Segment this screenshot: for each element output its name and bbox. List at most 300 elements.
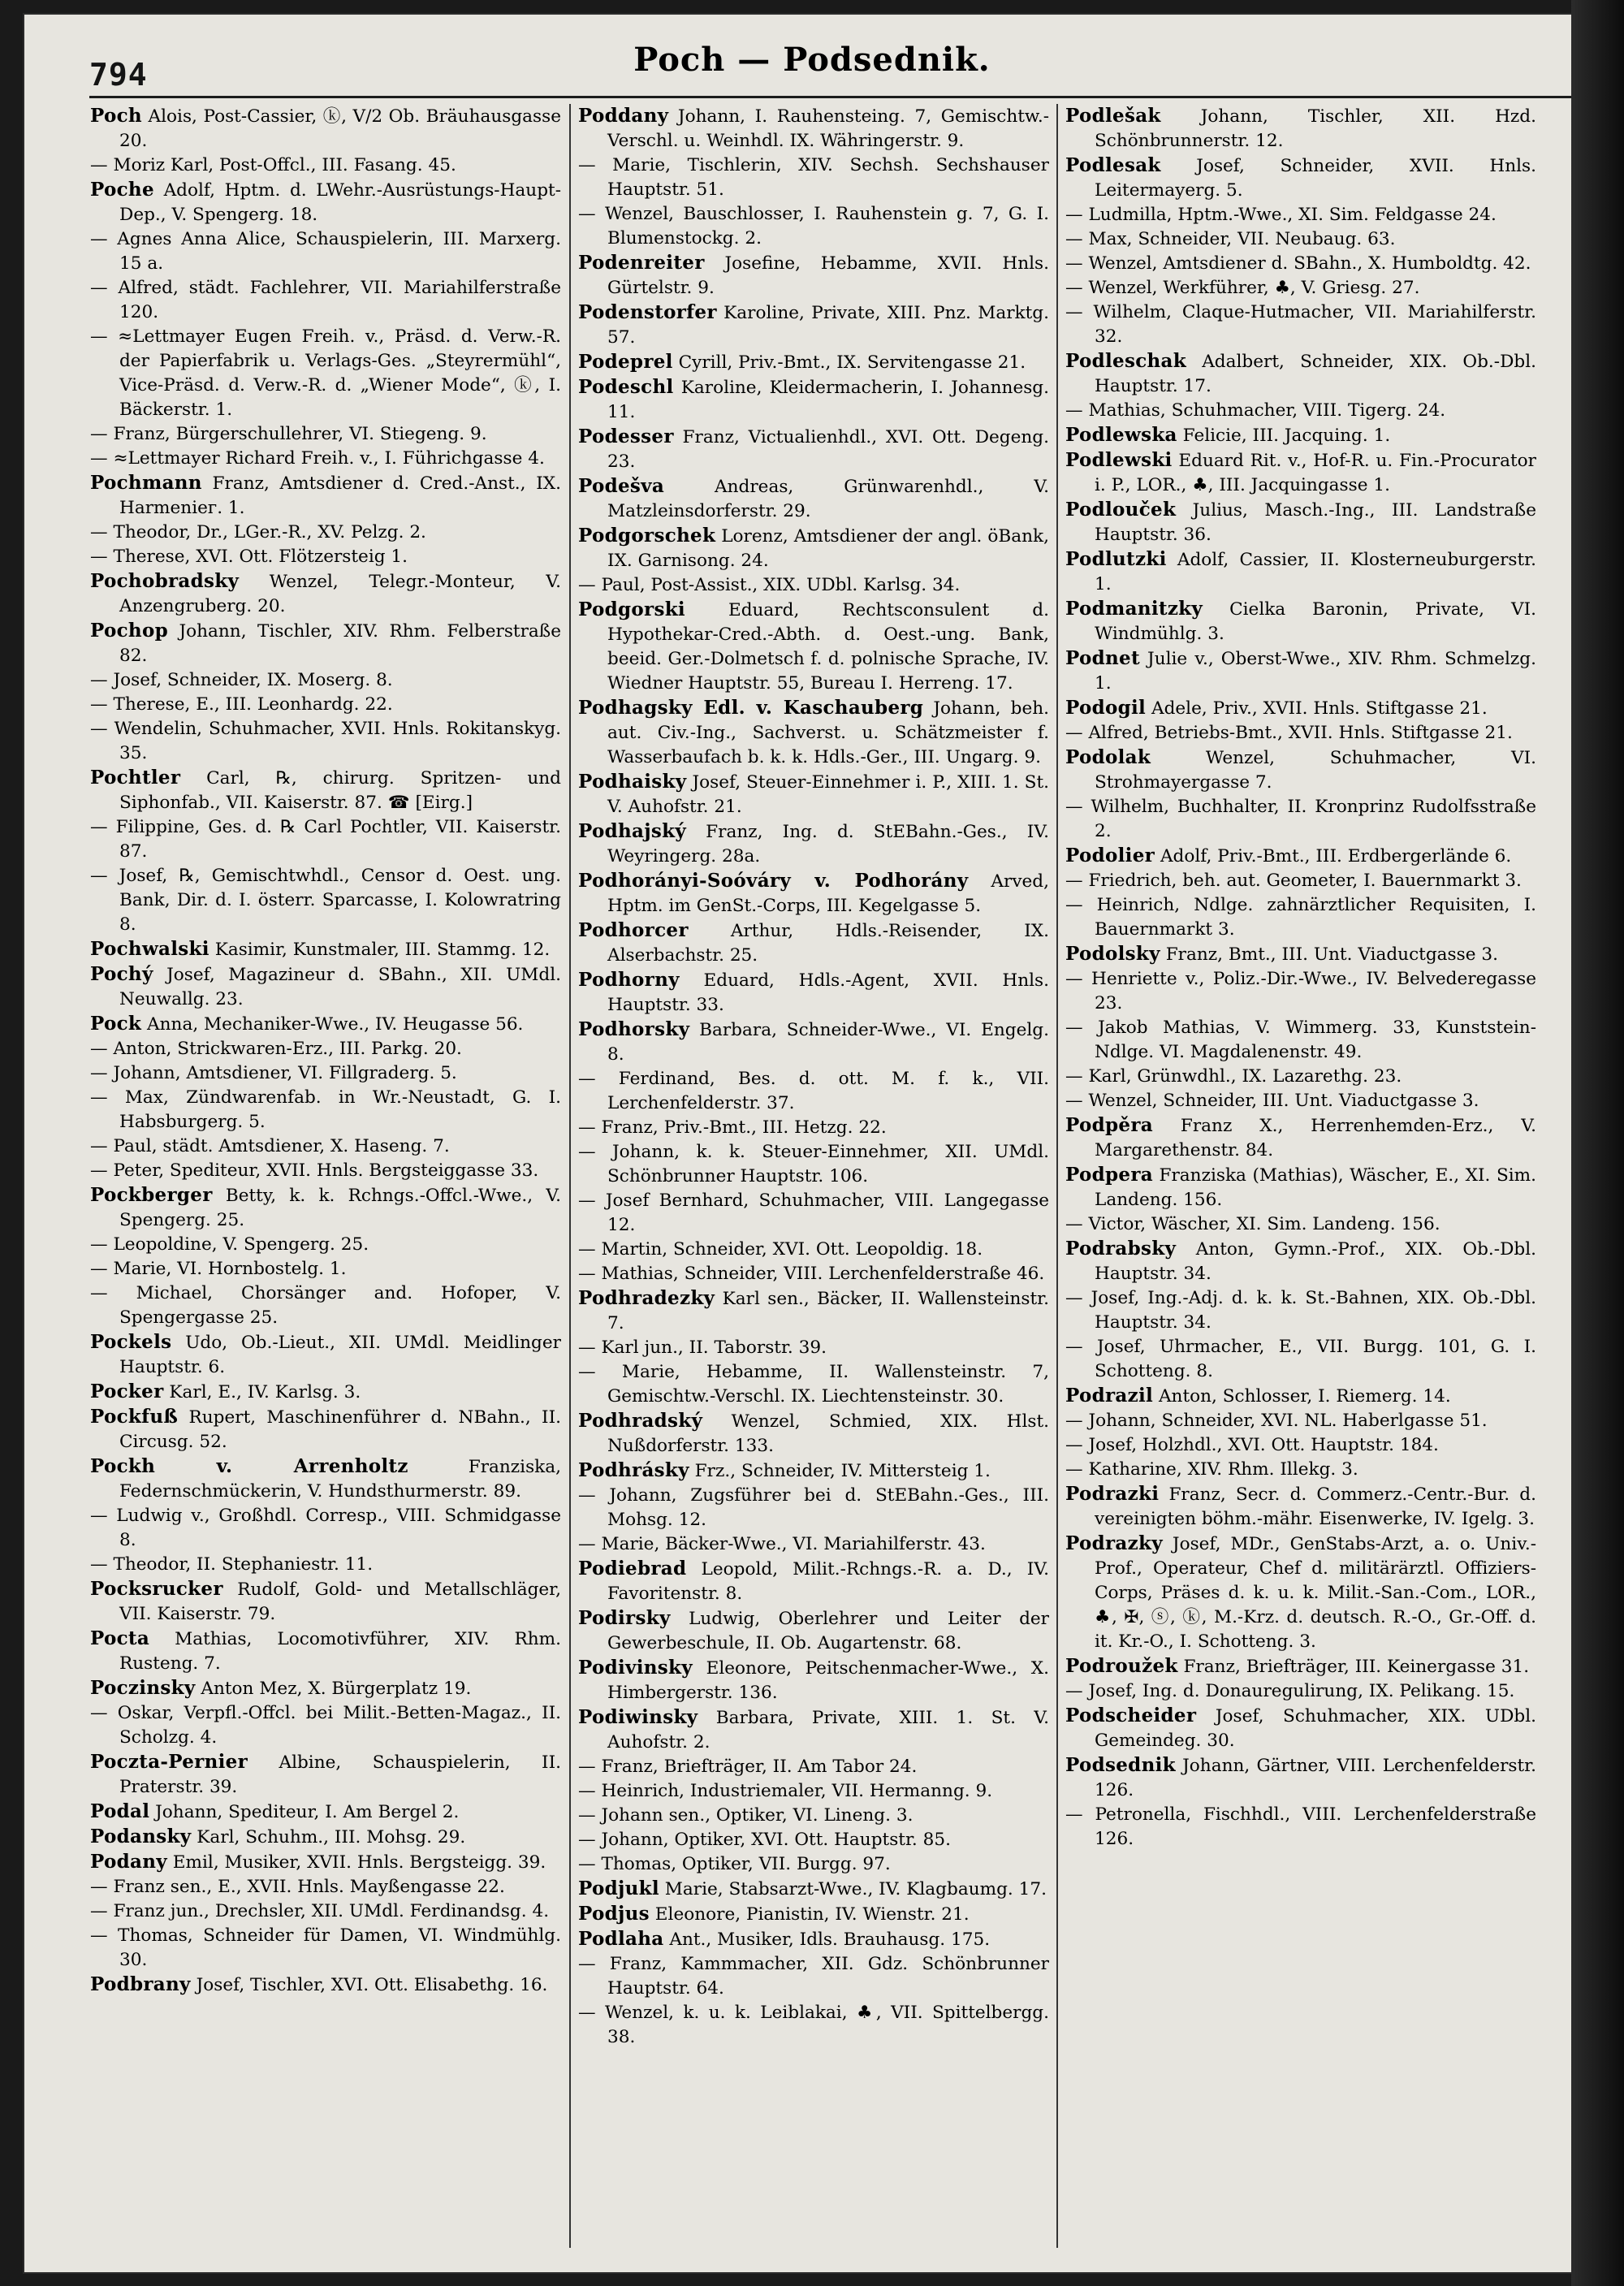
entry-surname: Pocker: [90, 1381, 164, 1402]
directory-entry: [90, 1504, 561, 1553]
entry-details: Josef, Tischler, XVI. Ott. Elisabethg. 16.: [196, 1975, 548, 1995]
directory-entry: [90, 1405, 561, 1454]
directory-entry: [90, 521, 561, 545]
entry-details: Anna, Mechaniker-Wwe., IV. Heugasse 56.: [147, 1014, 524, 1035]
page-edge-shadow: [1571, 0, 1624, 2286]
entry-details: Leopold, Milit.-Rchngs.-R. a. D., IV. Favoritenstr. 8.: [607, 1559, 1049, 1604]
entry-details: — Ferdinand, Bes. d. ott. M. f. k., VII. Lerchenfelderstr. 37.: [578, 1069, 1049, 1113]
entry-details: Adele, Priv., XVII. Hnls. Stiftgasse 21.: [1151, 698, 1488, 719]
entry-details: — Marie, Bäcker-Wwe., VI. Mariahilferstr. 43.: [578, 1534, 986, 1554]
entry-surname: Podlutzki: [1065, 548, 1167, 570]
entry-surname: Podrazki: [1065, 1483, 1160, 1505]
directory-entry: [1065, 1482, 1536, 1532]
entry-details: Franziska (Mathias), Wäscher, E., XI. Sim. Landeng. 156.: [1095, 1165, 1536, 1210]
entry-details: — Heinrich, Industriemaler, VII. Hermanng. 9.: [578, 1781, 993, 1801]
entry-details: Adolf, Hptm. d. LWehr.-Ausrüstungs-Haupt-Dep., V. Spengerg. 18.: [119, 180, 561, 225]
directory-entry: [578, 819, 1049, 869]
directory-entry: [90, 766, 561, 815]
entry-details: — Theodor, Dr., LGer.-R., XV. Pelzg. 2.: [90, 522, 426, 542]
entry-details: Wenzel, Telegr.-Monteur, V. Anzengruberg. 20.: [119, 572, 561, 616]
column-1: [90, 104, 561, 2248]
entry-surname: Poczta-Pernier: [90, 1751, 248, 1773]
entry-surname: Pockberger: [90, 1184, 213, 1206]
directory-entry: [578, 104, 1049, 153]
entry-surname: Poczinsky: [90, 1677, 196, 1699]
entry-surname: Pocksrucker: [90, 1578, 223, 1600]
directory-entry: [578, 425, 1049, 474]
entry-details: Anton Mez, X. Bürgerplatz 19.: [201, 1679, 472, 1699]
entry-surname: Podiebrad: [578, 1558, 687, 1579]
directory-entry: [90, 864, 561, 937]
directory-entry: [578, 1018, 1049, 1067]
entry-surname: Podlesak: [1065, 154, 1161, 176]
directory-entry: [90, 962, 561, 1012]
entry-surname: Podnet: [1065, 647, 1140, 669]
entry-surname: Podhajský: [578, 820, 686, 842]
entry-details: — Josef, Holzhdl., XVI. Ott. Hauptstr. 184.: [1065, 1435, 1439, 1455]
directory-entry: [90, 1850, 561, 1875]
entry-details: Kasimir, Kunstmaler, III. Stammg. 12.: [214, 940, 551, 960]
entry-details: — Heinrich, Ndlge. zahnärztlicher Requisiten, I. Bauernmarkt 3.: [1065, 895, 1536, 940]
entry-details: Emil, Musiker, XVII. Hnls. Bergsteigg. 39.: [172, 1852, 546, 1873]
entry-details: — Johann, Optiker, XVI. Ott. Hauptstr. 85.: [578, 1830, 951, 1850]
directory-entry: [90, 545, 561, 569]
directory-entry: [90, 1257, 561, 1281]
directory-entry: [90, 1183, 561, 1233]
entry-surname: Pochwalski: [90, 938, 209, 960]
entry-surname: Podlaha: [578, 1928, 664, 1950]
directory-entry: [1065, 1286, 1536, 1335]
entry-details: Franz, Amtsdiener d. Cred.-Anst., IX. Harmeniег. 1.: [119, 473, 561, 518]
entry-surname: Pockels: [90, 1331, 172, 1353]
directory-entry: [578, 474, 1049, 524]
entry-details: Karoline, Kleidermacherin, I. Johannesg. 11.: [607, 378, 1049, 422]
directory-entry: [1065, 153, 1536, 203]
entry-surname: Podenreiter: [578, 252, 705, 274]
entry-details: Adalbert, Schneider, XIX. Ob.-Dbl. Hauptstr. 17.: [1095, 352, 1536, 396]
directory-entry: [90, 1676, 561, 1701]
entry-details: — Wenzel, Bauschlosser, I. Rauhenstein g. 7, G. I. Blumenstockg. 2.: [578, 204, 1049, 248]
entry-details: Karl sen., Bäcker, II. Wallensteinstr. 7.: [607, 1289, 1049, 1333]
entry-details: — Marie, Hebamme, II. Wallensteinstr. 7, Gemischtw.-Verschl. IX. Liechtensteinstr. 30.: [578, 1362, 1049, 1407]
entry-details: Frz., Schneider, IV. Mittersteig 1.: [694, 1461, 991, 1481]
directory-entry: [578, 1705, 1049, 1755]
directory-entry: [578, 375, 1049, 425]
entry-details: — Peter, Spediteur, XVII. Hnls. Bergsteiggasse 33.: [90, 1160, 539, 1181]
directory-entry: [1065, 1016, 1536, 1065]
entry-details: — Mathias, Schuhmacher, VIII. Tigerg. 24.: [1065, 400, 1446, 421]
directory-entry: [90, 1973, 561, 1998]
entry-details: Franz, Victualienhdl., XVI. Ott. Degeng. 23.: [607, 427, 1049, 472]
directory-entry: [578, 1409, 1049, 1458]
entry-surname: Podgorschek: [578, 525, 716, 547]
directory-entry: [1065, 227, 1536, 252]
directory-entry: [90, 569, 561, 619]
directory-entry: [1065, 423, 1536, 448]
directory-entry: [1065, 547, 1536, 597]
entry-details: Wenzel, Schuhmacher, VI. Strohmayergasse 7.: [1095, 748, 1536, 793]
directory-entry: [578, 1755, 1049, 1779]
entry-details: Eduard Rit. v., Hof-R. u. Fin.-Procurator i. P., LOR., ♣, III. Jacquingasse 1.: [1095, 451, 1536, 495]
entry-details: — Franz sen., E., XVII. Hnls. Mayßengasse 22.: [90, 1877, 505, 1897]
entry-details: — Max, Zündwarenfab. in Wr.-Neustadt, G. I. Habsburgerg. 5.: [90, 1087, 561, 1132]
entry-surname: Podhradezky: [578, 1287, 715, 1309]
entry-details: Johann, I. Rauhensteing. 7, Gemischtw.-Verschl. u. Weinhdl. IX. Währingerstr. 9.: [607, 106, 1049, 151]
directory-entry: [578, 1286, 1049, 1336]
entry-details: — Friedrich, beh. aut. Geometer, I. Bauernmarkt 3.: [1065, 871, 1522, 891]
directory-entry: [1065, 1532, 1536, 1654]
directory-entry: [578, 1902, 1049, 1927]
entry-details: — Wenzel, Amtsdiener d. SBahn., X. Humboldtg. 42.: [1065, 253, 1531, 274]
entry-surname: Podlešak: [1065, 105, 1161, 127]
directory-entry: [90, 1012, 561, 1037]
directory-entry: [90, 1159, 561, 1183]
entry-details: Franz X., Herrenhemden-Erz., V. Margarethenstr. 84.: [1095, 1116, 1536, 1160]
entry-details: Arved, Hptm. im GenSt.-Corps, III. Kegelgasse 5.: [607, 871, 1049, 916]
entry-details: — Wilhelm, Claque-Hutmacher, VII. Mariahilferstr. 32.: [1065, 302, 1536, 347]
column-divider: [1056, 104, 1058, 2248]
entry-details: — Thomas, Schneider für Damen, VI. Windmühlg. 30.: [90, 1925, 561, 1970]
directory-entry: [1065, 1433, 1536, 1458]
entry-details: Eduard, Hdls.-Agent, XVII. Hnls. Hauptstr. 33.: [607, 970, 1049, 1015]
entry-details: — Henriette v., Poliz.-Dir.-Wwe., IV. Belvederegasse 23.: [1065, 969, 1536, 1013]
entry-details: Franz, Bmt., III. Unt. Viaductgasse 3.: [1165, 944, 1498, 965]
entry-details: — Franz jun., Drechsler, XII. UMdl. Ferdinandsg. 4.: [90, 1901, 550, 1921]
entry-details: — Agnes Anna Alice, Schauspielerin, III. Marxerg. 15 a.: [90, 229, 561, 274]
entry-details: — Max, Schneider, VII. Neubaug. 63.: [1065, 229, 1396, 249]
directory-entry: [90, 1061, 561, 1086]
directory-entry: [90, 471, 561, 521]
directory-entry: [1065, 1212, 1536, 1237]
entry-details: — Ludwig v., Großhdl. Corresp., VIII. Schmidgasse 8.: [90, 1506, 561, 1550]
entry-details: — Wenzel, Werkführer, ♣, V. Griesg. 27.: [1065, 278, 1420, 298]
directory-entry: [1065, 1237, 1536, 1286]
entry-details: Karoline, Private, XIII. Pnz. Marktg. 57.: [607, 303, 1049, 348]
entry-details: Cielka Baronin, Private, VI. Windmühlg. 3.: [1095, 599, 1536, 644]
directory-entry: [90, 276, 561, 325]
entry-details: — Alfred, städt. Fachlehrer, VII. Mariahilferstraße 120.: [90, 278, 561, 322]
directory-entry: [578, 1532, 1049, 1557]
entry-surname: Poddany: [578, 105, 669, 127]
directory-entry: [1065, 597, 1536, 646]
directory-entry: [578, 1927, 1049, 1952]
directory-entry: [1065, 795, 1536, 844]
directory-entry: [90, 1281, 561, 1330]
directory-entry: [1065, 967, 1536, 1016]
directory-entry: [1065, 349, 1536, 399]
entry-surname: Podscheider: [1065, 1705, 1197, 1726]
entry-details: Julius, Masch.-Ing., III. Landstraße Hauptstr. 36.: [1095, 500, 1536, 545]
entry-details: Udo, Ob.-Lieut., XII. UMdl. Meidlinger Hauptstr. 6.: [119, 1333, 561, 1377]
entry-surname: Podolak: [1065, 746, 1151, 768]
directory-entry: [578, 1606, 1049, 1656]
entry-details: Felicie, III. Jacquing. 1.: [1182, 426, 1391, 446]
entry-surname: Podsednik: [1065, 1754, 1176, 1776]
directory-entry: [1065, 721, 1536, 745]
entry-details: Lorenz, Amtsdiener der angl. öBank, IX. Garnisong. 24.: [607, 526, 1049, 571]
entry-surname: Podhaisky: [578, 771, 687, 793]
directory-entry: [90, 325, 561, 422]
directory-entry: [90, 1750, 561, 1800]
directory-entry: [578, 1262, 1049, 1286]
entry-details: — Katharine, XIV. Rhm. Illekg. 3.: [1065, 1459, 1358, 1480]
directory-entry: [1065, 252, 1536, 276]
entry-details: — Martin, Schneider, XVI. Ott. Leopoldig. 18.: [578, 1239, 983, 1260]
entry-surname: Podlouček: [1065, 499, 1177, 521]
directory-entry: [90, 1701, 561, 1750]
entry-details: Josef, Magazineur d. SBahn., XII. UMdl. Neuwallg. 23.: [119, 965, 561, 1009]
entry-surname: Pockfuß: [90, 1406, 179, 1428]
entry-surname: Podeprel: [578, 351, 673, 373]
entry-details: — Franz, Briefträger, II. Am Tabor 24.: [578, 1757, 918, 1777]
directory-entry: [1065, 1163, 1536, 1212]
directory-entry: [578, 869, 1049, 918]
directory-entry: [90, 422, 561, 447]
entry-details: Anton, Schlosser, I. Riemerg. 14.: [1158, 1386, 1451, 1407]
directory-entry: [578, 2001, 1049, 2050]
entry-surname: Pochý: [90, 963, 153, 985]
entry-details: — Moriz Karl, Post-Offcl., III. Fasang. 45.: [90, 155, 456, 175]
directory-entry: [90, 1924, 561, 1973]
entry-surname: Podal: [90, 1800, 150, 1822]
entry-surname: Podolsky: [1065, 943, 1160, 965]
entry-details: — Michael, Chorsänger and. Hofoper, V. Spengergasse 25.: [90, 1283, 561, 1328]
directory-entry: [90, 717, 561, 766]
entry-details: Josef, Schuhmacher, XIX. UDbl. Gemeindeg. 30.: [1095, 1706, 1536, 1751]
directory-entry: [578, 1828, 1049, 1852]
entry-details: Karl, Schuhm., III. Mohsg. 29.: [197, 1827, 466, 1847]
directory-entry: [90, 1553, 561, 1577]
entry-details: Barbara, Private, XIII. 1. St. V. Auhofstr. 2.: [607, 1708, 1049, 1752]
directory-entry: [578, 202, 1049, 251]
directory-entry: [1065, 646, 1536, 696]
entry-surname: Pockh v. Arrenholtz: [90, 1455, 408, 1477]
entry-details: Betty, k. k. Rchngs.-Offcl.-Wwe., V. Spengerg. 25.: [119, 1186, 561, 1230]
directory-entry: [90, 104, 561, 153]
directory-entry: [578, 918, 1049, 968]
directory-entry: [1065, 1654, 1536, 1679]
entry-details: — Leopoldine, V. Spengerg. 25.: [90, 1234, 369, 1255]
directory-entry: [90, 1086, 561, 1134]
entry-surname: Podhorcer: [578, 919, 689, 941]
entry-details: — Karl jun., II. Taborstr. 39.: [578, 1337, 827, 1358]
entry-details: — Alfred, Betriebs-Bmt., XVII. Hnls. Stiftgasse 21.: [1065, 723, 1513, 743]
running-head: Poch — Podsednik.: [633, 41, 991, 79]
directory-entry: [90, 1330, 561, 1380]
directory-entry: [578, 153, 1049, 202]
directory-entry: [90, 1899, 561, 1924]
entry-details: Josef, Steuer-Einnehmer i. P., XIII. 1. St. V. Auhofstr. 21.: [607, 772, 1049, 817]
directory-entry: [1065, 1704, 1536, 1753]
directory-entry: [90, 668, 561, 693]
entry-details: Eleonore, Pianistin, IV. Wienstr. 21.: [654, 1904, 970, 1925]
entry-details: Johann, Tischler, XII. Hzd. Schönbrunnerstr. 12.: [1095, 106, 1536, 151]
directory-entry: [1065, 1458, 1536, 1482]
entry-details: Anton, Gymn.-Prof., XIX. Ob.-Dbl. Hauptstr. 34.: [1095, 1239, 1536, 1284]
directory-entry: [1065, 869, 1536, 893]
directory-entry: [90, 178, 561, 227]
entry-surname: Podrazky: [1065, 1532, 1163, 1554]
directory-entry: [90, 619, 561, 668]
entry-surname: Podpera: [1065, 1164, 1153, 1186]
directory-entry: [90, 1037, 561, 1061]
entry-surname: Pocta: [90, 1627, 150, 1649]
directory-entry: [90, 1380, 561, 1405]
entry-surname: Podogil: [1065, 697, 1147, 719]
entry-surname: Podhorny: [578, 969, 680, 991]
entry-surname: Pochobradsky: [90, 570, 240, 592]
entry-details: — Franz, Priv.-Bmt., III. Hetzg. 22.: [578, 1117, 887, 1138]
entry-details: Ant., Musiker, Idls. Brauhausg. 175.: [669, 1929, 991, 1950]
directory-entry: [90, 1627, 561, 1676]
directory-entry: [1065, 1065, 1536, 1089]
entry-details: — Josef, Ing. d. Donauregulirung, IX. Pelikang. 15.: [1065, 1681, 1515, 1701]
entry-surname: Podany: [90, 1851, 167, 1873]
directory-entry: [90, 1454, 561, 1504]
entry-details: — Oskar, Verpfl.-Offcl. bei Milit.-Betten-Magaz., II. Scholzg. 4.: [90, 1703, 561, 1748]
entry-details: Josef, Schneider, XVII. Hnls. Leitermayerg. 5.: [1095, 156, 1536, 201]
directory-entry: [578, 1656, 1049, 1705]
entry-surname: Podpěra: [1065, 1114, 1153, 1136]
entry-details: Cyrill, Priv.-Bmt., IX. Servitengasse 21.: [678, 352, 1026, 373]
entry-surname: Pochmann: [90, 472, 202, 494]
entry-details: Johann, Gärtner, VIII. Lerchenfelderstr. 126.: [1095, 1756, 1536, 1800]
directory-entry: [1065, 844, 1536, 869]
entry-details: — Therese, E., III. Leonhardg. 22.: [90, 694, 393, 715]
entry-details: Johann, Tischler, XIV. Rhm. Felberstraße 82.: [119, 621, 561, 666]
entry-details: — Petronella, Fischhdl., VIII. Lerchenfelderstraße 126.: [1065, 1804, 1536, 1849]
entry-surname: Podhrásky: [578, 1459, 689, 1481]
directory-entry: [578, 1360, 1049, 1409]
directory-entry: [1065, 276, 1536, 300]
directory-entry: [578, 1804, 1049, 1828]
entry-details: — Victor, Wäscher, XI. Sim. Landeng. 156.: [1065, 1214, 1440, 1234]
directory-entry: [578, 1779, 1049, 1804]
entry-details: — Josef, Schneider, IX. Moserg. 8.: [90, 670, 393, 690]
entry-details: Karl, E., IV. Karlsg. 3.: [169, 1382, 361, 1402]
entry-surname: Podhradský: [578, 1410, 703, 1432]
directory-entry: [90, 1134, 561, 1159]
directory-entry: [1065, 104, 1536, 153]
directory-entry: [578, 598, 1049, 696]
entry-details: Marie, Stabsarzt-Wwe., IV. Klagbaumg. 17.: [664, 1879, 1047, 1899]
directory-entry: [578, 1877, 1049, 1902]
directory-entry: [90, 227, 561, 276]
entry-surname: Podgorski: [578, 599, 685, 620]
directory-entry: [1065, 203, 1536, 227]
directory-entry: [578, 770, 1049, 819]
directory-entry: [90, 815, 561, 864]
directory-entry: [1065, 399, 1536, 423]
entry-details: Mathias, Locomotivführer, XIV. Rhm. Rusteng. 7.: [119, 1629, 561, 1674]
directory-entry: [90, 447, 561, 471]
directory-entry: [1065, 1089, 1536, 1113]
entry-details: — Josef, ℞, Gemischtwhdl., Censor d. Oest. ung. Bank, Dir. d. I. österr. Sparcasse, I. Kolowratring 8.: [90, 866, 561, 935]
entry-details: — Johann, k. k. Steuer-Einnehmer, XII. UMdl. Schönbrunner Hauptstr. 106.: [578, 1142, 1049, 1186]
entry-details: Franz, Ing. d. StEBahn.-Ges., IV. Weyringerg. 28a.: [607, 822, 1049, 866]
directory-entry: [578, 251, 1049, 300]
directory-entry: [1065, 696, 1536, 721]
directory-entry: [1065, 1409, 1536, 1433]
directory-entry: [578, 1238, 1049, 1262]
directory-entry: [1065, 745, 1536, 795]
directory-entry: [90, 693, 561, 717]
directory-entry: [1065, 1384, 1536, 1409]
entry-details: — Wilhelm, Buchhalter, II. Kronprinz Rudolfsstraße 2.: [1065, 797, 1536, 841]
entry-details: Albine, Schauspielerin, II. Praterstr. 39.: [119, 1752, 561, 1797]
directory-entry: [578, 1557, 1049, 1606]
entry-details: — ≈Lettmayer Eugen Freih. v., Präsd. d. Verw.-R. der Papierfabrik u. Verlags-Ges. „Steyrermühl“, Vice-Präsd. d. Verw.-R. d. „Wiener Mode“, ⓚ, I. Bäckerstr. 1.: [90, 326, 561, 420]
column-2: [578, 104, 1049, 2248]
entry-details: Rupert, Maschinenführer d. NBahn., II. Circusg. 52.: [119, 1407, 561, 1452]
entry-details: — Josef, Uhrmacher, E., VII. Burgg. 101, G. I. Schotteng. 8.: [1065, 1337, 1536, 1381]
directory-entry: [90, 1233, 561, 1257]
entry-surname: Podiwinsky: [578, 1706, 698, 1728]
directory-entry: [578, 573, 1049, 598]
entry-surname: Podenstorfer: [578, 301, 717, 323]
entry-details: Josefine, Hebamme, XVII. Hnls. Gürtelstr. 9.: [607, 253, 1049, 298]
directory-entry: [578, 1852, 1049, 1877]
entry-surname: Podbrany: [90, 1973, 191, 1995]
directory-entry: [1065, 448, 1536, 498]
directory-entry: [90, 1577, 561, 1627]
directory-entry: [578, 300, 1049, 350]
entry-surname: Podlewski: [1065, 449, 1173, 471]
entry-details: Julie v., Oberst-Wwe., XIV. Rhm. Schmelzg. 1.: [1095, 649, 1536, 694]
entry-surname: Pock: [90, 1013, 142, 1035]
entry-details: — Johann, Zugsführer bei d. StEBahn.-Ges., III. Mohsg. 12.: [578, 1485, 1049, 1530]
page-number: 794: [89, 57, 148, 93]
entry-details: — ≈Lettmayer Richard Freih. v., I. Führichgasse 4.: [90, 448, 545, 469]
entry-surname: Podolier: [1065, 845, 1155, 866]
directory-entry: [1065, 1803, 1536, 1852]
directory-entry: [578, 524, 1049, 573]
entry-details: — Therese, XVI. Ott. Flötzersteig 1.: [90, 547, 408, 567]
entry-details: — Paul, Post-Assist., XIX. UDbl. Karlsg. 34.: [578, 575, 961, 595]
entry-surname: Podivinsky: [578, 1657, 693, 1679]
entry-surname: Podeschl: [578, 376, 674, 398]
entry-details: Andreas, Grünwarenhdl., V. Matzleinsdorferstr. 29.: [607, 477, 1049, 521]
directory-entry: [90, 1800, 561, 1825]
entry-surname: Podhorsky: [578, 1018, 690, 1040]
directory-entry: [578, 1336, 1049, 1360]
entry-details: — Ludmilla, Hptm.-Wwe., XI. Sim. Feldgasse 24.: [1065, 205, 1497, 225]
entry-details: — Anton, Strickwaren-Erz., III. Parkg. 20.: [90, 1039, 462, 1059]
entry-surname: Podesser: [578, 426, 674, 447]
entry-details: Wenzel, Schmied, XIX. Hlst. Nußdorferstr. 133.: [607, 1411, 1049, 1456]
column-3: [1065, 104, 1536, 2248]
entry-details: — Josef Bernhard, Schuhmacher, VIII. Langegasse 12.: [578, 1191, 1049, 1235]
directory-entry: [578, 1458, 1049, 1484]
entry-surname: Podjus: [578, 1903, 650, 1925]
entry-details: — Wendelin, Schuhmacher, XVII. Hnls. Rokitanskyg. 35.: [90, 719, 561, 763]
directory-entry: [1065, 1335, 1536, 1384]
entry-details: — Marie, Tischlerin, XIV. Sechsh. Sechshauser Hauptstr. 51.: [578, 155, 1049, 200]
entry-surname: Podroužek: [1065, 1655, 1178, 1677]
directory-entry: [578, 1952, 1049, 2001]
entry-details: — Theodor, II. Stephaniestr. 11.: [90, 1554, 374, 1575]
entry-details: — Franz, Bürgerschullehrer, VI. Stiegeng. 9.: [90, 424, 487, 444]
entry-details: Josef, MDr., GenStabs-Arzt, a. o. Univ.-Prof., Operateur, Chef d. militärärztl. Offiziers-Corps, Präses d. k. u. k. Milit.-San.-Com., LOR., ♣, ✠, ⓢ, ⓚ, M.-Krz. d. deutsch. R.-O., Gr.-Off. d. it. Kr.-O., I. Schotteng. 3.: [1095, 1534, 1536, 1652]
entry-details: — Mathias, Schneider, VIII. Lerchenfelderstraße 46.: [578, 1264, 1045, 1284]
directory-entry: [578, 1484, 1049, 1532]
entry-details: Franziska, Federnschmückerin, V. Hundsthurmerstr. 89.: [119, 1457, 561, 1502]
entry-details: — Marie, VI. Hornbostelg. 1.: [90, 1259, 347, 1279]
entry-details: — Thomas, Optiker, VII. Burgg. 97.: [578, 1854, 891, 1874]
entry-details: — Josef, Ing.-Adj. d. k. k. St.-Bahnen, XIX. Ob.-Dbl. Hauptstr. 34.: [1065, 1288, 1536, 1333]
entry-details: — Jakob Mathias, V. Wimmerg. 33, Kunststein-Ndlge. VI. Magdalenenstr. 49.: [1065, 1018, 1536, 1062]
directory-entry: [90, 1825, 561, 1850]
